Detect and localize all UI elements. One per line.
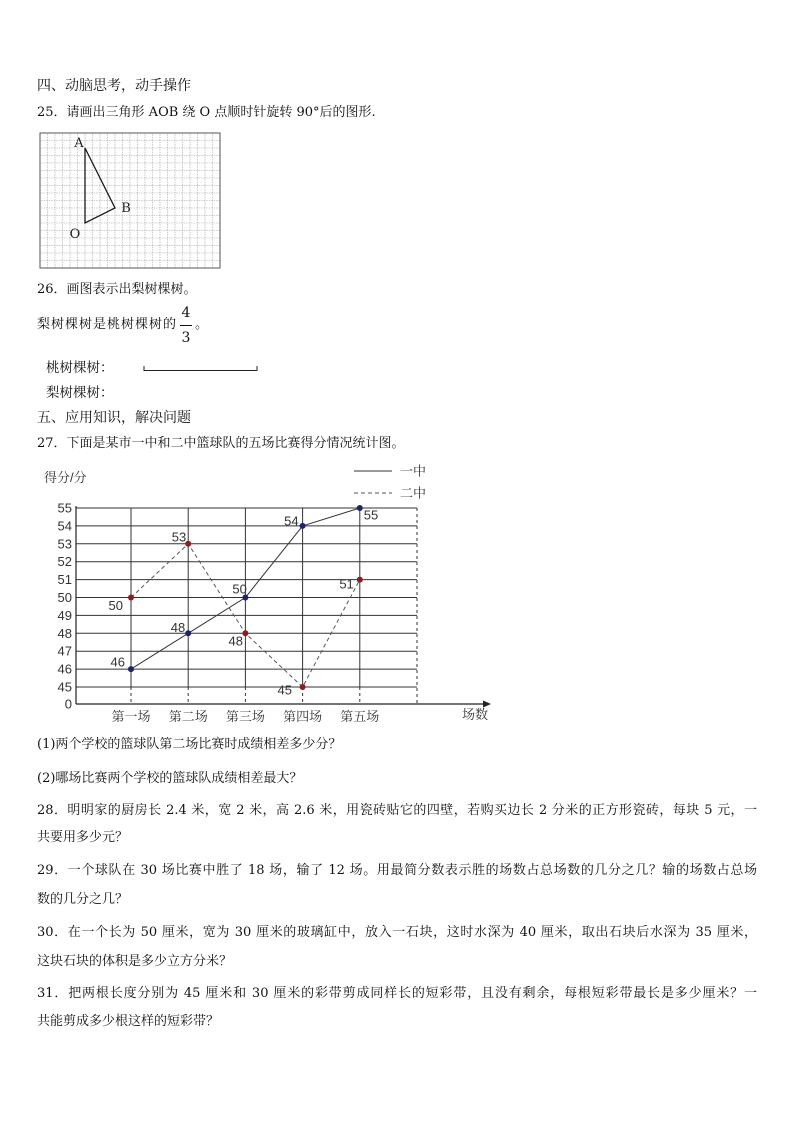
pear-tree-label: 梨树棵树： — [46, 385, 114, 401]
section-5-title: 五、应用知识，解决问题 — [37, 410, 191, 426]
y-tick-label-51: 51 — [57, 572, 72, 588]
question-27-text: 27．下面是某市一中和二中篮球队的五场比赛得分情况统计图。 — [37, 436, 405, 451]
series-2-data-label-5: 51 — [339, 576, 354, 592]
x-tick-label-3: 第三场 — [225, 709, 265, 724]
series-1-data-label-4: 54 — [284, 513, 299, 529]
score-line-chart — [0, 458, 520, 730]
series-2-point-5 — [357, 577, 363, 583]
vertex-label-a: A — [74, 136, 84, 151]
question-29-line-2: 数的几分之几？ — [37, 892, 129, 907]
y-tick-label-52: 52 — [57, 554, 72, 570]
series-2-point-1 — [128, 595, 134, 601]
fraction-denominator: 3 — [181, 330, 191, 346]
series-1-point-4 — [300, 523, 306, 529]
fraction-bar — [180, 325, 192, 326]
question-30-line-1: 30．在一个长为 50 厘米，宽为 30 厘米的玻璃缸中，放入一石块，这时水深为 40 厘米，取出石块后水深为 35 厘米， — [37, 925, 757, 940]
series-1-point-1 — [128, 666, 134, 672]
y-tick-label-55: 55 — [57, 500, 72, 516]
x-tick-label-2: 第二场 — [168, 709, 208, 724]
y-tick-label-47: 47 — [57, 643, 72, 659]
series-2-point-4 — [300, 684, 306, 690]
series-1-point-2 — [185, 630, 191, 636]
y-tick-label-45: 45 — [57, 679, 72, 695]
legend-label-2: 二中 — [400, 485, 427, 501]
x-tick-label-1: 第一场 — [111, 709, 151, 724]
y-tick-label-54: 54 — [57, 518, 72, 534]
question-27-part-1: (1)两个学校的篮球队第二场比赛时成绩相差多少分？ — [37, 737, 342, 752]
x-tick-label-5: 第五场 — [340, 709, 380, 724]
series-2-data-label-4: 45 — [277, 682, 292, 698]
relation-suffix: 。 — [195, 317, 209, 332]
series-2-point-3 — [242, 630, 248, 636]
question-25-text: 25．请画出三角形 AOB 绕 O 点顺时针旋转 90°后的图形. — [37, 105, 376, 120]
question-28-line-1: 28．明明家的厨房长 2.4 米，宽 2 米，高 2.6 米，用瓷砖贴它的四壁，若购买边长 2 分米的正方形瓷砖，每块 5 元，一 — [37, 803, 757, 818]
question-25-figure — [39, 132, 221, 269]
series-1-data-label-1: 46 — [110, 654, 125, 670]
series-1-data-label-2: 48 — [170, 619, 186, 635]
peach-tree-bar — [140, 362, 262, 376]
series-2-data-label-2: 53 — [171, 529, 187, 545]
section-4-title: 四、动脑思考，动手操作 — [37, 78, 191, 94]
y-tick-label-48: 48 — [57, 625, 72, 641]
y-axis-title: 得分/分 — [44, 470, 87, 485]
question-26-text: 26．画图表示出梨树棵树。 — [37, 282, 197, 297]
series-1-data-label-5: 55 — [363, 507, 379, 523]
x-axis-title: 场数 — [462, 707, 489, 722]
y-tick-label-0: 0 — [64, 696, 72, 712]
y-tick-label-49: 49 — [57, 607, 72, 623]
vertex-label-b: B — [121, 201, 131, 216]
y-tick-label-46: 46 — [57, 661, 72, 677]
series-1-point-5 — [357, 505, 363, 511]
question-30-line-2: 这块石块的体积是多少立方分米？ — [37, 954, 233, 969]
x-tick-label-4: 第四场 — [283, 709, 323, 724]
fraction-numerator: 4 — [181, 305, 191, 321]
legend-label-1: 一中 — [400, 463, 427, 479]
question-31-line-1: 31．把两根长度分别为 45 厘米和 30 厘米的彩带剪成同样长的短彩带，且没有剩余，每根短彩带最长是多少厘米？一 — [37, 986, 757, 1001]
vertex-label-o: O — [69, 227, 81, 242]
question-28-line-2: 共要用多少元？ — [37, 830, 129, 845]
series-1-data-label-3: 50 — [232, 581, 247, 597]
y-tick-label-50: 50 — [57, 590, 72, 605]
peach-tree-label: 桃树棵树： — [46, 360, 114, 376]
question-29-line-1: 29．一个球队在 30 场比赛中胜了 18 场，输了 12 场。用最简分数表示胜的场数占总场数的几分之几？输的场数占总场 — [37, 863, 757, 878]
question-31-line-2: 共能剪成多少根这样的短彩带？ — [37, 1014, 220, 1029]
y-tick-label-53: 53 — [57, 536, 72, 552]
series-2-data-label-1: 50 — [108, 598, 123, 613]
series-2-data-label-3: 48 — [228, 633, 243, 649]
relation-prefix: 梨树棵树是桃树棵树的 — [37, 317, 178, 332]
question-27-part-2: (2)哪场比赛两个学校的篮球队成绩相差最大？ — [37, 771, 303, 786]
